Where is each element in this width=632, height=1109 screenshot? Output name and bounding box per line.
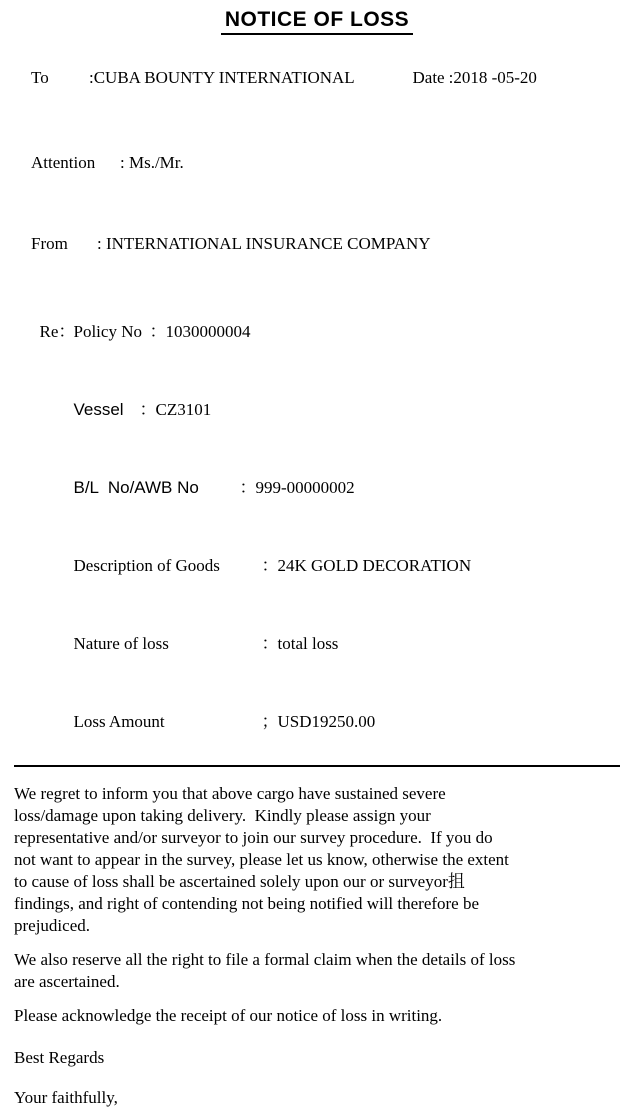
- bl-awb-no-value: 999-00000002: [255, 478, 355, 497]
- from-row: [14, 215, 620, 272]
- description-of-goods-value: 24K GOLD DECORATION: [277, 556, 472, 575]
- vessel-label: Vessel: [73, 400, 124, 419]
- re-label: Re：: [39, 322, 76, 341]
- re-row-vessel: [14, 371, 620, 449]
- title-wrap: [14, 8, 620, 35]
- re-row-bl-awb-no: [14, 449, 620, 527]
- nature-of-loss-value: total loss: [277, 634, 339, 653]
- loss-amount-label: Loss Amount: [73, 712, 165, 731]
- vessel-colon: ：: [139, 400, 157, 419]
- closing-best-regards: Best Regards: [14, 1048, 105, 1067]
- description-of-goods-colon: ：: [261, 556, 279, 575]
- loss-amount-value: USD19250.00: [277, 712, 376, 731]
- re-row-loss-amount: [14, 683, 620, 761]
- page-title: NOTICE OF LOSS: [221, 8, 413, 35]
- re-row-nature-of-loss: [14, 605, 620, 683]
- nature-of-loss-colon: ：: [261, 634, 279, 653]
- re-block: [14, 293, 620, 761]
- date-group: [387, 49, 537, 106]
- policy-no-label: Policy No: [73, 322, 142, 341]
- re-row-description-of-goods: [14, 527, 620, 605]
- date-label: Date: [412, 68, 445, 87]
- body-paragraph-2: We also reserve all the right to file a formal claim when the details of loss are ascertained.: [14, 950, 516, 991]
- notice-of-loss-document: [0, 8, 632, 1109]
- nature-of-loss-label: Nature of loss: [73, 634, 169, 653]
- policy-no-value: 1030000004: [165, 322, 251, 341]
- from-value: : INTERNATIONAL INSURANCE COMPANY: [97, 234, 431, 253]
- to-label: To: [31, 68, 49, 87]
- attention-value: : Ms./Mr.: [120, 153, 184, 172]
- body-paragraph-1: We regret to inform you that above cargo have sustained severe loss/damage upon taking delivery. Kindly please assign your representative and/or surveyor to join our survey procedure. If you do not want to appear in the survey, please let us know, otherwise the extent to cause of loss shall be ascertained solely upon our or surveyor抯 findings, and right of contending not being notified will therefore be prejudiced.: [14, 784, 509, 935]
- from-label: From: [31, 234, 68, 253]
- description-of-goods-label: Description of Goods: [73, 556, 220, 575]
- horizontal-divider: [14, 765, 620, 767]
- body-paragraph-3: Please acknowledge the receipt of our notice of loss in writing.: [14, 1006, 443, 1025]
- policy-no-colon: ：: [149, 322, 167, 341]
- attention-row: [14, 134, 620, 191]
- date-value: :2018 -05-20: [448, 68, 537, 87]
- loss-amount-colon: ；: [261, 712, 279, 731]
- to-value: :CUBA BOUNTY INTERNATIONAL: [89, 68, 355, 87]
- attention-label: Attention: [31, 153, 96, 172]
- closing-your-faithfully: Your faithfully,: [14, 1088, 118, 1107]
- to-row: [14, 49, 620, 125]
- bl-awb-no-colon: ：: [239, 478, 257, 497]
- re-row-policy-no: [14, 293, 620, 371]
- vessel-value: CZ3101: [155, 400, 212, 419]
- bl-awb-no-label: B/L No/AWB No: [73, 478, 199, 497]
